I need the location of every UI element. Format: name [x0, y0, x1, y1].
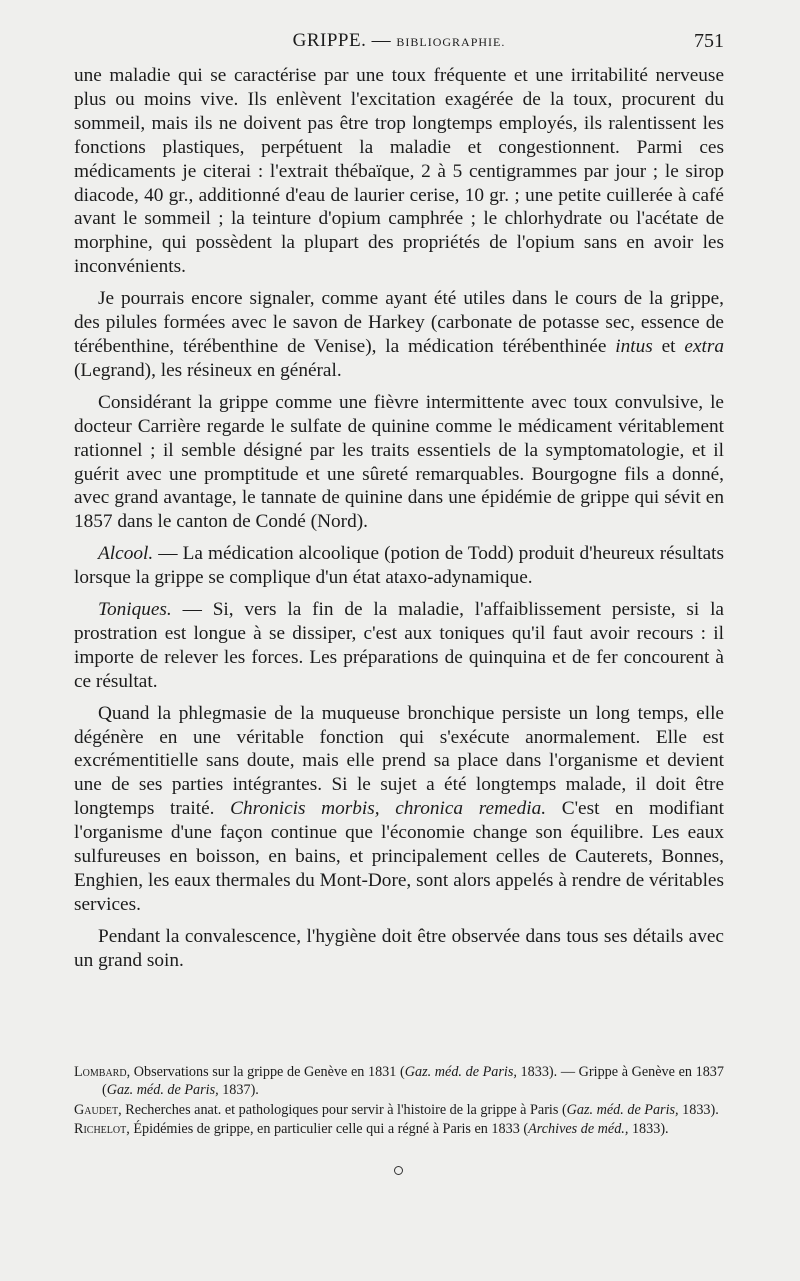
- paragraph-harkey: [74, 287, 724, 383]
- entry-text: 1833).: [628, 1121, 669, 1138]
- latin-term: extra: [684, 335, 725, 357]
- paragraph-text: Quand la phlegmasie de la muqueuse bronchique persiste un long temps, elle dégénère en une véritable fonction qui s'exécute anormalement. Elle est excrémentitielle sans doute, mais elle prend sa place dans l'organisme et devient une de ses parties intégrantes. Si le sujet a été longtemps malade, il doit être longtemps traité.: [74, 702, 724, 820]
- entry-text: 1837).: [218, 1082, 259, 1099]
- page-header: [74, 30, 724, 58]
- paragraph-quinine: Considérant la grippe comme une fièvre intermittente avec toux convulsive, le docteur Carrière regarde le sulfate de quinine comme le médicament véritablement rationnel ; il semble désigné par les traits essentiels de la symptomatologie, et il guérit avec une promptitude et une sûreté remarquables. Bourgogne fils a donné, avec grand avantage, le tannate de quinine dans une épidémie de grippe qui sévit en 1857 dans le canton de Condé (Nord).: [74, 391, 724, 533]
- entry-text: 1833).: [678, 1101, 719, 1118]
- ring-mark: [394, 1166, 403, 1175]
- entry-author: Richelot,: [74, 1121, 130, 1138]
- body-text: [74, 64, 724, 973]
- bibliography: [74, 1063, 724, 1140]
- paragraph-text: et: [652, 335, 685, 357]
- page-number: 751: [694, 30, 724, 52]
- paragraph-continuation: une maladie qui se caractérise par une toux fréquente et une irritabilité nerveuse plus ou moins vive. Ils enlèvent l'excitation exagérée de la toux, procurent du sommeil, mais ils ne doivent pas être trop longtemps employés, ils ralentissent les fonctions plastiques, perpétuent la maladie et congestionnent. Parmi ces médicaments je citerai : l'extrait thébaïque, 2 à 5 centigrammes par jour ; le sirop diacode, 40 gr., additionné d'eau de laurier cerise, 10 gr. ; une petite cuillerée à café avant le sommeil ; la teinture d'opium camphrée ; le chlorhydrate ou l'acétate de morphine, qui possèdent la plupart des propriétés de l'opium sans en avoir les inconvénients.: [74, 65, 724, 278]
- paragraph-alcool: [74, 542, 724, 590]
- paragraph-convalescence: Pendant la convalescence, l'hygiène doit être observée dans tous ses détails avec un grand soin.: [74, 925, 724, 971]
- bibliography-entry: [74, 1120, 724, 1138]
- latin-term: intus: [615, 335, 653, 357]
- paragraph-phlegmasie: [74, 702, 724, 917]
- bibliography-entry: [74, 1063, 724, 1100]
- paragraph-toniques: [74, 598, 724, 694]
- paragraph-text: — La médication alcoolique (potion de Todd) produit d'heureux résultats lorsque la grippe se complique d'un état ataxo-adynamique.: [74, 543, 724, 589]
- entry-text: 1833). — Grippe à Genève en 1837 (: [102, 1064, 724, 1099]
- running-title-separator: —: [366, 30, 397, 51]
- entry-author: Gaudet,: [74, 1101, 122, 1118]
- entry-author: Lombard,: [74, 1064, 131, 1080]
- running-title: [74, 30, 724, 52]
- bibliography-entry: [74, 1101, 724, 1119]
- entry-journal: Gaz. méd. de Paris,: [566, 1101, 679, 1118]
- paragraph-text: — Si, vers la fin de la maladie, l'affaiblissement persiste, si la prostration est longue à se dissiper, c'est aux toniques qu'il faut avoir recours : il importe de relever les forces. Les préparations de quinquina et de fer concourent à ce résultat.: [74, 599, 724, 692]
- entry-text: Épidémies de grippe, en particulier celle qui a régné à Paris en 1833 (: [129, 1121, 529, 1138]
- paragraph-text: C'est en modifiant l'organisme d'une façon continue que l'économie change son équilibre. Les eaux sulfureuses en boisson, en bains, et principalement celles de Cauterets, Bonnes, Enghien, les eaux thermales du Mont-Dore, sont alors appelés à rendre de véritables services.: [74, 798, 724, 915]
- entry-text: Recherches anat. et pathologiques pour servir à l'histoire de la grippe à Paris (: [121, 1101, 567, 1118]
- paragraph-text: Je pourrais encore signaler, comme ayant été utiles dans le cours de la grippe, des pilules formées avec le savon de Harkey (carbonate de potasse sec, essence de térébenthine, térébenthine de Venise), la médication térébenthinée: [74, 288, 724, 357]
- paragraph-heading: Alcool.: [98, 543, 154, 565]
- running-title-main: GRIPPE.: [292, 30, 367, 51]
- entry-text: Observations sur la grippe de Genève en 1831 (: [130, 1064, 405, 1080]
- entry-journal: Gaz. méd. de Paris,: [404, 1064, 517, 1080]
- latin-maxim: Chronicis morbis, chronica remedia.: [230, 798, 547, 820]
- paragraph-heading: Toniques.: [98, 599, 172, 621]
- running-title-section: BIBLIOGRAPHIE.: [396, 35, 506, 49]
- entry-journal: Archives de méd.,: [528, 1121, 629, 1138]
- paragraph-text: (Legrand), les résineux en général.: [74, 359, 342, 381]
- entry-journal: Gaz. méd. de Paris,: [106, 1082, 219, 1099]
